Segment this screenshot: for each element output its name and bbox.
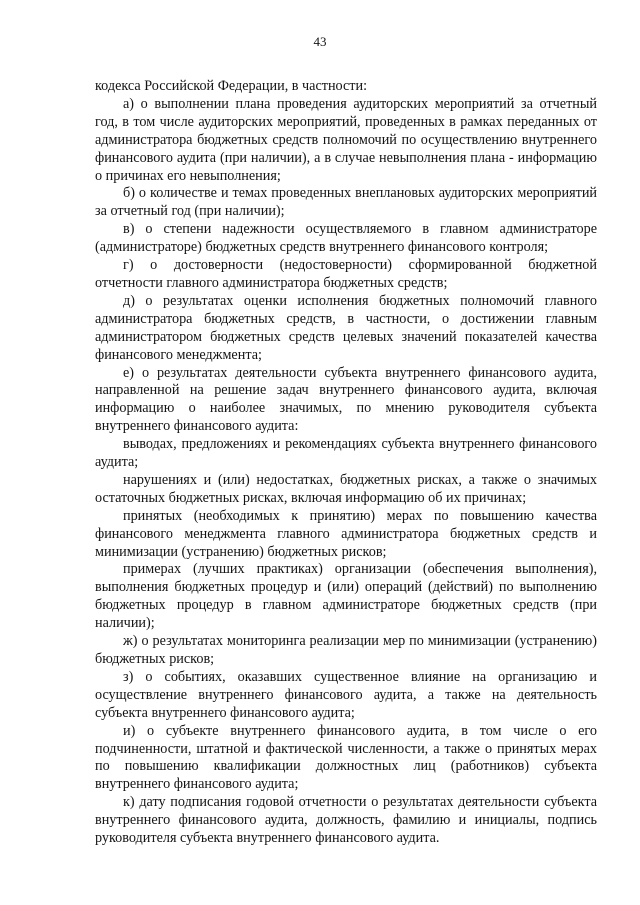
- document-body: [95, 78, 597, 848]
- paragraph-intro: кодекса Российской Федерации, в частности:: [95, 78, 368, 94]
- paragraph-subitem-violations: нарушениях и (или) недостатках, бюджетных рисках, а также о значимых остаточных бюджетных рисках, включая информацию об их причинах;: [95, 471, 597, 506]
- paragraph-subitem-best-practices: примерах (лучших практиках) организации (обеспечения выполнения), выполнения бюджетных процедур и (или) операций (действий) по выполнению бюджетных процедур в главном администраторе бюджетных средств (при наличии);: [95, 561, 597, 632]
- paragraph-item-b: б) о количестве и темах проведенных внеплановых аудиторских мероприятий за отчетный год (при наличии);: [95, 185, 597, 220]
- paragraph-item-g: г) о достоверности (недостоверности) сформированной бюджетной отчетности главного администратора бюджетных средств;: [95, 257, 597, 291]
- paragraph-item-v: в) о степени надежности осуществляемого в главном администраторе (администраторе) бюджетных средств внутреннего финансового контроля;: [95, 221, 597, 256]
- page-number: 43: [313, 34, 327, 49]
- paragraph-item-k: к) дату подписания годовой отчетности о результатах деятельности субъекта внутреннего финансового аудита, должность, фамилию и инициалы, подпись руководителя субъекта внутреннего финансового аудита.: [95, 794, 597, 847]
- paragraph-subitem-measures: принятых (необходимых к принятию) мерах по повышению качества финансового менеджмента главного администратора бюджетных средств и минимизации (устранению) бюджетных рисков;: [95, 507, 597, 560]
- paragraph-item-e: е) о результатах деятельности субъекта внутреннего финансового аудита, направленной на решение задач внутреннего финансового аудита, включая информацию о наиболее значимых, по мнению руководителя субъекта внутреннего финансового аудита:: [95, 364, 597, 435]
- paragraph-item-zh: ж) о результатах мониторинга реализации мер по минимизации (устранению) бюджетных рисков;: [95, 633, 597, 667]
- paragraph-item-d: д) о результатах оценки исполнения бюджетных полномочий главного администратора бюджетных средств, в частности, о достижении главным администратором бюджетных средств целевых значений показателей качества финансового менеджмента;: [95, 292, 597, 363]
- paragraph-item-a: а) о выполнении плана проведения аудиторских мероприятий за отчетный год, в том числе аудиторских мероприятий, проведенных в рамках переданных от администратора бюджетных средств полномочий по осуществлению внутреннего финансового аудита (при наличии), а в случае невыполнения плана - информацию о причинах его невыполнения;: [95, 95, 597, 184]
- paragraph-item-i: и) о субъекте внутреннего финансового аудита, в том числе о его подчиненности, штатной и фактической численности, а также о принятых мерах по повышению квалификации должностных лиц (работников) субъекта внутреннего финансового аудита;: [95, 722, 597, 793]
- paragraph-subitem-conclusions: выводах, предложениях и рекомендациях субъекта внутреннего финансового аудита;: [95, 436, 597, 471]
- paragraph-item-z: з) о событиях, оказавших существенное влияние на организацию и осуществление внутреннего финансового аудита, а также на деятельность субъекта внутреннего финансового аудита;: [95, 668, 597, 721]
